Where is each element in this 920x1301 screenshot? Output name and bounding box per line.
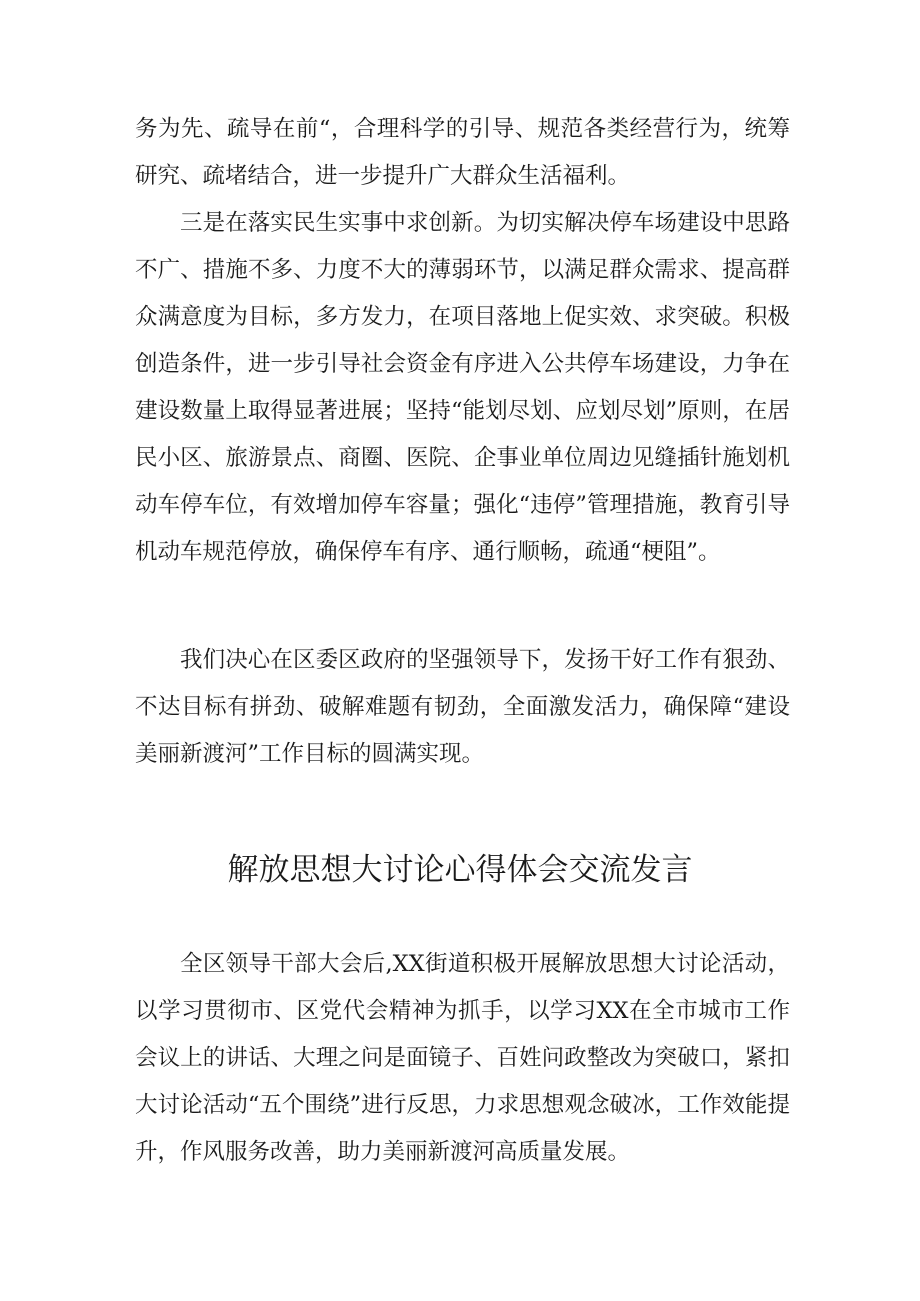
section-title: 解放思想大讨论心得体会交流发言 <box>227 852 693 888</box>
paragraph-resolution: 我们决心在区委区政府的坚强领导下，发扬干好工作有狠劲、不达目标有拼劲、破解难题有韧劲，全面激发活力，确保障“建设美丽新渡河”工作目标的圆满实现。 <box>135 647 790 767</box>
paragraph-parking-initiative: 三是在落实民生实事中求创新。为切实解决停车场建设中思路不广、措施不多、力度不大的薄弱环节，以满足群众需求、提高群众满意度为目标，多方发力，在项目落地上促实效、求突破。积极创造条件，进一步引导社会资金有序进入公共停车场建设，力争在建设数量上取得显著进展；坚持“能划尽划、应划尽划”原则，在居民小区、旅游景点、商圈、医院、企事业单位周边见缝插针施划机动车停车位，有效增加停车容量；强化“违停”管理措施，教育引导机动车规范停放，确保停车有序、通行顺畅，疏通“梗阻”。 <box>135 210 790 565</box>
paragraph-discussion-intro: 全区领导干部大会后,XX街道积极开展解放思想大讨论活动，以学习贯彻市、区党代会精神为抓手，以学习XX在全市城市工作会议上的讲话、大理之问是面镜子、百姓问政整改为突破口，紧扣大讨论活动“五个围绕”进行反思，力求思想观念破冰，工作效能提升，作风服务改善，助力美丽新渡河高质量发展。 <box>135 951 790 1165</box>
paragraph-continuation: 务为先、疏导在前“，合理科学的引导、规范各类经营行为，统筹研究、疏堵结合，进一步提升广大群众生活福利。 <box>135 116 790 189</box>
